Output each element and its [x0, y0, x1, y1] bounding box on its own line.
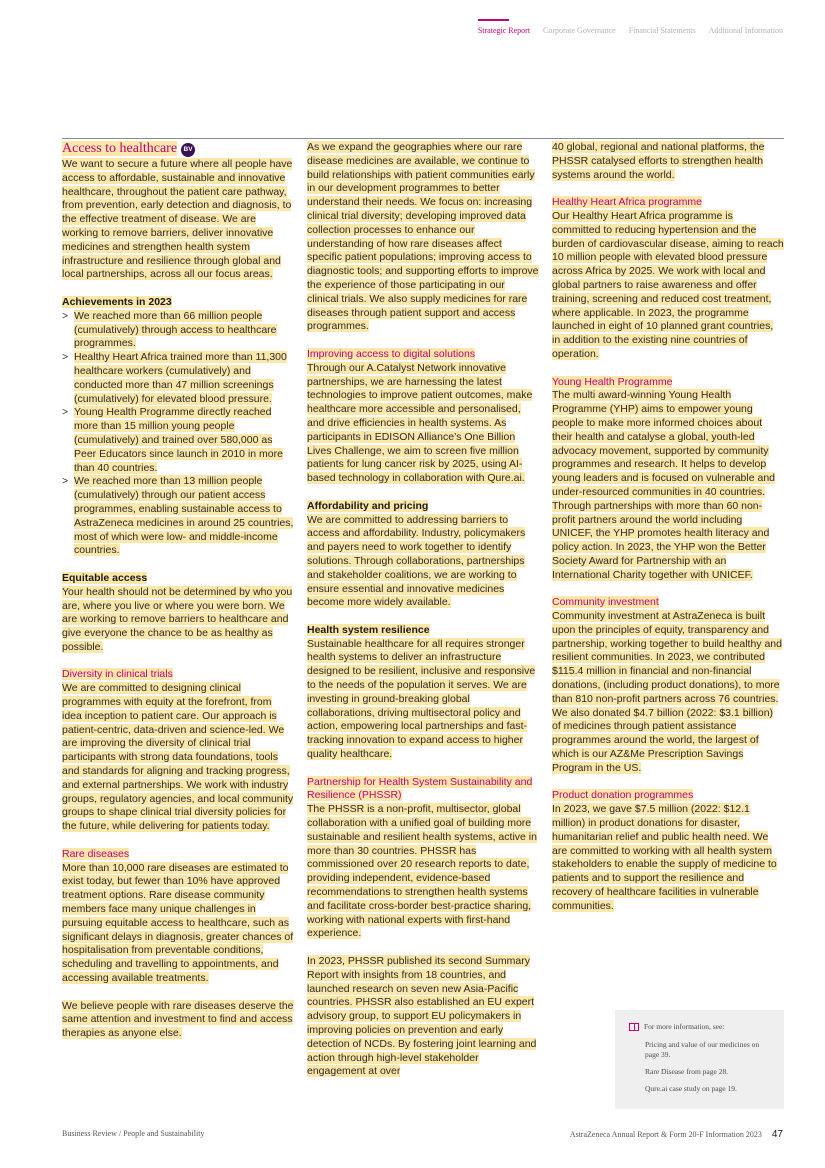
list-item: > We reached more than 13 million people (cumulatively) through our patient access programmes, enabling sustainable access to AstraZeneca medicines in around 25 countries, most of which were low- and middle-income countries.: [62, 475, 294, 558]
more-info-heading: For more information, see:: [644, 1022, 725, 1031]
section-nav: [478, 26, 783, 35]
column-3: [552, 141, 784, 927]
info-link-rare-disease[interactable]: Rare Disease from page 28.: [645, 1067, 729, 1076]
list-item: > Young Health Programme directly reached more than 15 million young people (cumulatively) and trained over 580,000 as Peer Educators since launch in 2010 in more than 40 countries.: [62, 406, 294, 475]
hha-heading: Healthy Heart Africa programme: [552, 196, 702, 209]
achievements-heading: Achievements in 2023: [62, 295, 172, 308]
column-2: [307, 141, 539, 1093]
list-item: > Healthy Heart Africa trained more than 11,300 healthcare workers (cumulatively) and conducted more than 47 million screenings (cumulatively) for elevated blood pressure.: [62, 351, 294, 406]
community-investment-heading: Community investment: [552, 596, 659, 609]
nav-additional-information[interactable]: Additional Information: [708, 26, 783, 35]
page-number: 47: [771, 1129, 783, 1140]
top-divider: [62, 138, 784, 139]
digital-solutions-heading: Improving access to digital solutions: [307, 347, 476, 360]
column-1: [62, 141, 294, 1055]
phssr-heading: Partnership for Health System Sustainability and Resilience (PHSSR): [307, 775, 533, 802]
digital-solutions-text: Through our A.Catalyst Network innovative partnerships, we are harnessing the latest technologies to improve patient outcomes, make healthcare more accessible and personalised, and drive efficiencies in health systems. As participants in EDISON Alliance’s One Billion Lives Challenge, we aim to screen five million patients for lung cancer risk by 2025, using AI-based technology in collaboration with Qure.ai.: [307, 361, 533, 485]
hha-text: Our Healthy Heart Africa programme is committed to reducing hypertension and the burden of cardiovascular disease, aiming to reach 10 million people with elevated blood pressure across Africa by 2025. We work with local and global partners to raise awareness and offer training, screening and reduced cost treatment, where applicable. In 2023, the programme launched in eight of 10 planned grant countries, in addition to the existing nine countries of operation.: [552, 209, 784, 360]
affordability-heading: Affordability and pricing: [307, 499, 429, 512]
product-donation-text: In 2023, we gave $7.5 million (2022: $12.1 million) in product donations for disaster, humanitarian relief and public health need. We are committed to working with all health system stakeholders to enable the supply of medicine to patients and to support the resilience and recovery of healthcare facilities in vulnerable communities.: [552, 803, 777, 912]
footer-section: Business Review / People and Sustainability: [62, 1129, 205, 1138]
rare-diseases-text: More than 10,000 rare diseases are estimated to exist today, but fewer than 10% have approved treatment options. Rare disease community members face many unique challenges in pursuing equitable access to healthcare, such as significant delays in diagnosis, greater chances of hospitalisation from preventable conditions, scheduling and travelling to appointments, and accessing available treatments.: [62, 861, 294, 985]
bv-badge: BV: [181, 143, 195, 157]
list-item: > We reached more than 66 million people (cumulatively) through access to healthcare programmes.: [62, 310, 294, 351]
yhp-text: The multi award-winning Young Health Programme (YHP) aims to empower young people to make more informed choices about their health and catalyse a global, youth-led advocacy movement, supported by community programmes and research. It helps to develop young leaders and is focused on vulnerable and under-resourced communities in 40 countries. Through partnerships with more than 60 non-profit partners around the world including UNICEF, the YHP promotes health literacy and policy action. In 2023, the YHP won the Better Society Award for Partnership with an International Charity together with UNICEF.: [552, 389, 775, 581]
resilience-heading: Health system resilience: [307, 623, 430, 636]
info-link-qure-ai[interactable]: Qure.ai case study on page 19.: [645, 1084, 737, 1093]
community-investment-text: Community investment at AstraZeneca is built upon the principles of equity, transparency and partnership, working together to build healthy and resilient communities. In 2023, we contributed $115.4 million in financial and non-financial donations, (including product donations), to more than 810 non-profit partners across 76 countries. We also donated $4.7 billion (2022: $3.1 billion) of medicines through patient assistance programmes around the world, the largest of which is our AZ&Me Prescription Savings Program in the US.: [552, 610, 782, 774]
diversity-heading: Diversity in clinical trials: [62, 668, 173, 681]
footer-right: [570, 1129, 783, 1140]
equitable-access-heading: Equitable access: [62, 571, 148, 584]
rare-diseases-text-2: We believe people with rare diseases deserve the same attention and investment to find and access therapies as anyone else.: [62, 999, 294, 1040]
achievements-list: [62, 310, 294, 558]
diversity-text: We are committed to designing clinical programmes with equity at the forefront, from idea inception to patient care. Our approach is patient-centric, data-driven and science-led. We are improving the diversity of clinical trial participants with strong data foundations, tools and standards for aligning and tracking progress, and external partnerships. We work with industry groups, regulatory agencies, and local community groups to shape clinical trial diversity policies for the future, while delivering for patients today.: [62, 682, 294, 833]
intro-text: We want to secure a future where all people have access to affordable, sustainable and innovative healthcare, throughout the patient care pathway, from prevention, early detection and diagnosis, to the effective treatment of disease. We are working to remove barriers, deliver innovative medicines and strengthen health system infrastructure and resilience through global and local partnerships, across all our focus areas.: [62, 158, 293, 281]
rare-diseases-heading: Rare diseases: [62, 847, 130, 860]
info-link-pricing[interactable]: Pricing and value of our medicines on page 39.: [645, 1040, 760, 1059]
product-donation-heading: Product donation programmes: [552, 789, 694, 802]
yhp-heading: Young Health Programme: [552, 375, 673, 388]
section-title: Access to healthcare: [62, 141, 178, 156]
affordability-text: We are committed to addressing barriers to access and affordability. Industry, policymakers and payers need to work together to identify solutions. Through collaborations, partnerships and stakeholder coalitions, we are working to ensure essential and innovative medicines become more widely available.: [307, 513, 526, 609]
nav-corporate-governance[interactable]: Corporate Governance: [543, 26, 616, 35]
nav-strategic-report[interactable]: Strategic Report: [477, 26, 531, 35]
phssr-continued-text: 40 global, regional and national platforms, the PHSSR catalysed efforts to strengthen health systems around the world.: [552, 141, 765, 181]
expand-text: As we expand the geographies where our rare disease medicines are available, we continue to build relationships with patient communities early in our development programmes to better understand their needs. We focus on: increasing clinical trial diversity; developing improved data collection processes to enhance our understanding of how rare diseases affect specific patient populations; improving access to diagnostic tools; and supporting efforts to improve the experience of those participating in our clinical trials. We also supply medicines for rare diseases through patient support and access programmes.: [307, 141, 539, 333]
phssr-text: The PHSSR is a non-profit, multisector, global collaboration with a unified goal of building more sustainable and resilient health systems, active in more than 30 countries. PHSSR has commissioned over 20 research reports to date, providing independent, evidence-based recommendations to strengthen health systems and facilitate cross-border best-practice sharing, working with national experts with first-hand experience.: [307, 803, 537, 940]
more-info-box: [615, 1010, 784, 1109]
phssr-text-2: In 2023, PHSSR published its second Summary Report with insights from 18 countries, and launched research on seven new Asia-Pacific countries. PHSSR also established an EU expert advisory group, to support EU policymakers in improving policies on prevention and early detection of NCDs. By fostering joint learning and action through high-level stakeholder engagement at over: [307, 955, 537, 1078]
nav-financial-statements[interactable]: Financial Statements: [628, 26, 696, 35]
resilience-text: Sustainable healthcare for all requires stronger health systems to deliver an infrastructure designed to be resilient, inclusive and responsive to the needs of the population it serves. We are investing in ground-breaking global collaborations, driving multisectoral policy and action, empowering local partnerships and fast-tracking innovation to expand access to higher quality healthcare.: [307, 637, 536, 761]
footer-report-title: AstraZeneca Annual Report & Form 20-F Information 2023: [569, 1130, 762, 1139]
book-icon: [629, 1023, 639, 1031]
equitable-access-text: Your health should not be determined by who you are, where you live or where you were born. We are working to remove barriers to healthcare and give everyone the chance to be as healthy as possible.: [62, 585, 293, 653]
